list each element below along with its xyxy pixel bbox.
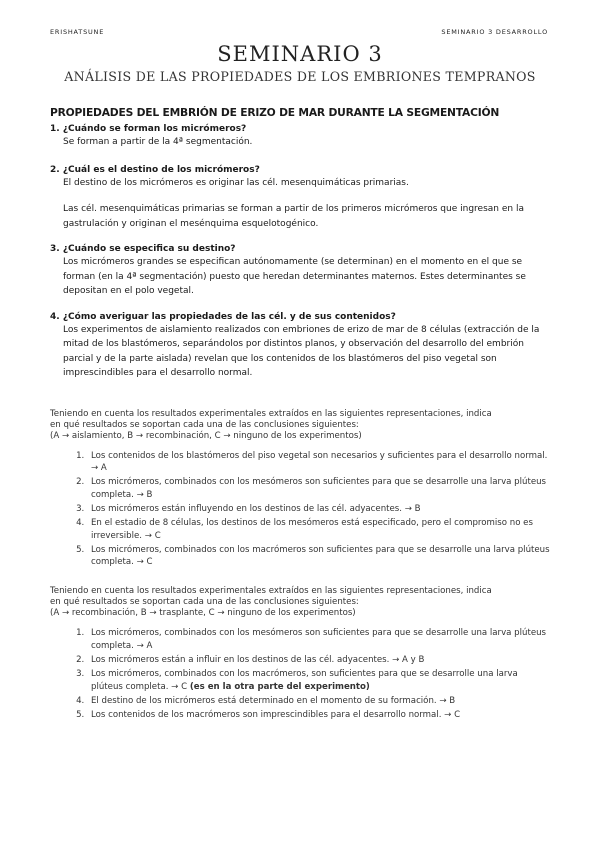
question-4: 4. ¿Cómo averiguar las propiedades de las cél. y de sus contenidos? (50, 311, 396, 322)
list-item: 5. Los micrómeros, combinados con los macrómeros son suficientes para que se desarrolle una larva plúteus completa. → C (87, 544, 550, 569)
exercise-1 (50, 409, 550, 569)
exercise-2 (50, 586, 550, 721)
page-subtitle: ANÁLISIS DE LAS PROPIEDADES DE LOS EMBRIONES TEMPRANOS (64, 69, 536, 84)
document-body (50, 106, 550, 723)
list-item (87, 668, 550, 693)
question-3: 3. ¿Cuándo se especifica su destino? (50, 244, 236, 254)
exercise-2-intro-1: Teniendo en cuenta los resultados experimentales extraídos en las siguientes representaciones, indica (50, 586, 492, 597)
list-item-text: Los micrómeros, combinados con los macrómeros, son suficientes para que se desarrolle una larva plúteus completa. → C (91, 669, 518, 692)
list-item: 1. Los micrómeros, combinados con los mesómeros son suficientes para que se desarrolle una larva plúteus completa. → A (87, 627, 550, 652)
exercise-1-intro-3: (A → aislamiento, B → recombinación, C → ninguno de los experimentos) (50, 430, 362, 441)
list-item: 2. Los micrómeros, combinados con los mesómeros son suficientes para que se desarrolle una larva plúteus completa. → B (87, 476, 550, 501)
exercise-1-intro-1: Teniendo en cuenta los resultados experimentales extraídos en las siguientes representaciones, indica (50, 408, 492, 419)
exercise-2-intro-2: en qué resultados se soportan cada una de las conclusiones siguientes: (50, 597, 359, 608)
list-item: 4. El destino de los micrómeros está determinado en el momento de su formación. → B (87, 695, 550, 708)
header-course: SEMINARIO 3 DESARROLLO (441, 28, 548, 36)
question-1: 1. ¿Cuándo se forman los micrómeros? (50, 124, 247, 134)
list-item: 1. Los contenidos de los blastómeros del piso vegetal son necesarios y suficientes para el desarrollo normal. → A (87, 450, 550, 475)
header-author: ERISHATSUNE (50, 28, 105, 36)
question-2: 2. ¿Cuál es el destino de los micrómeros? (50, 164, 260, 175)
list-item: 3. Los micrómeros están influyendo en los destinos de las cél. adyacentes. → B (87, 503, 550, 516)
list-item: 5. Los contenidos de los macrómeros son imprescindibles para el desarrollo normal. → C (87, 709, 550, 722)
list-item-note: (es en la otra parte del experimento) (189, 681, 370, 692)
exercise-2-intro-3: (A → recombinación, B → trasplante, C → ninguno de los experimentos) (50, 608, 356, 619)
answer-2a: El destino de los micrómeros es originar las cél. mesenquimáticas primarias. (63, 177, 409, 188)
page-title: SEMINARIO 3 (217, 42, 383, 66)
answer-3: Los micrómeros grandes se especifican autónomamente (se determinan) en el momento en el que se forman (en la 4ª segmentación) puesto que heredan determinantes maternos. Estes determinantes se depositan en el polo vegetal. (63, 257, 526, 296)
answer-4: Los experimentos de aislamiento realizados con embriones de erizo de mar de 8 células (extracción de la mitad de los blastómeros, separándolos por distintos planos, y observación del desarrollo del embrión parcial y de la parte aislada) revelan que los contenidos de los blastómeros del piso vegetal son imprescindibles para el desarrollo normal. (63, 324, 540, 378)
answer-1: Se forman a partir de la 4ª segmentación. (63, 137, 253, 147)
section-title: PROPIEDADES DEL EMBRIÓN DE ERIZO DE MAR DURANTE LA SEGMENTACIÓN (50, 106, 500, 119)
list-item: 2. Los micrómeros están a influir en los destinos de las cél. adyacentes. → A y B (87, 654, 550, 667)
answer-2b: Las cél. mesenquimáticas primarias se forman a partir de los primeros micrómeros que ingresan en la gastrulación y originan el mesénquima esquelotogénico. (63, 204, 524, 229)
exercise-1-list (50, 450, 550, 569)
list-item: 4. En el estadio de 8 células, los destinos de los mesómeros está especificado, pero el compromiso no es irreversible. → C (87, 517, 550, 542)
exercise-2-list (50, 627, 550, 721)
exercise-1-intro-2: en qué resultados se soportan cada una de las conclusiones siguientes: (50, 419, 359, 430)
